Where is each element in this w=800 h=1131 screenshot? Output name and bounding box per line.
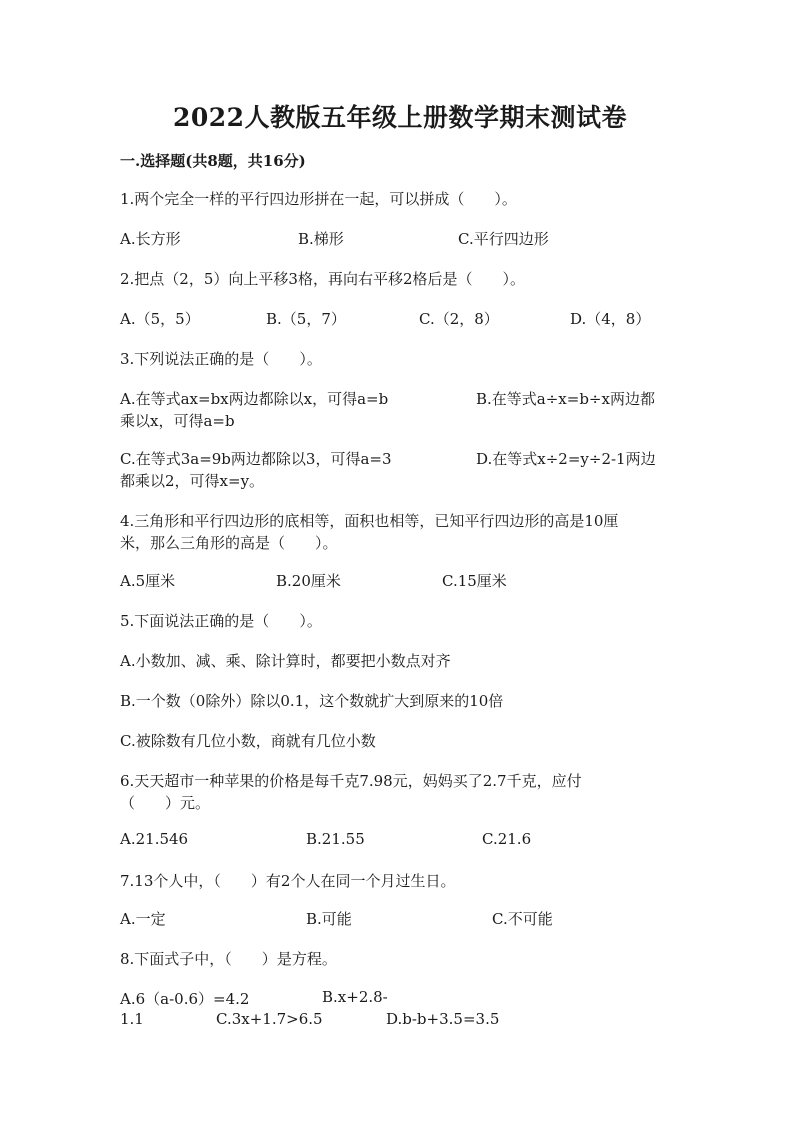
question-6-stem-cont: （ ）元。 (120, 794, 211, 812)
question-8-stem: 8.下面式子中，（ ）是方程。 (120, 950, 337, 968)
question-1-option-c: C.平行四边形 (458, 230, 549, 248)
question-8-option-c: C.3x+1.7>6.5 (216, 1010, 323, 1028)
question-3-option-c: C.在等式3a=9b两边都除以3，可得a=3 (120, 450, 392, 468)
question-3-stem: 3.下列说法正确的是（ ）。 (120, 350, 322, 368)
question-3-option-b-cont: 乘以x，可得a=b (120, 412, 235, 430)
question-8-option-b: B.x+2.8- (322, 988, 388, 1006)
page-title: 2022人教版五年级上册数学期末测试卷 (172, 103, 628, 132)
question-2-stem: 2.把点（2，5）向上平移3格，再向右平移2格后是（ ）。 (120, 270, 525, 288)
question-7-option-c: C.不可能 (492, 910, 553, 928)
question-8-option-b-cont: 1.1 (120, 1010, 144, 1028)
question-1-option-b: B.梯形 (298, 230, 344, 248)
question-5-option-c: C.被除数有几位小数，商就有几位小数 (120, 732, 376, 750)
question-8-option-d: D.b-b+3.5=3.5 (386, 1010, 500, 1028)
question-6-option-b: B.21.55 (306, 830, 365, 848)
question-4-option-b: B.20厘米 (276, 572, 341, 590)
question-1-option-a: A.长方形 (120, 230, 181, 248)
question-4-option-a: A.5厘米 (120, 572, 176, 590)
question-2-option-c: C.（2，8） (419, 310, 499, 328)
section-heading: 一.选择题(共8题，共16分) (120, 152, 306, 170)
question-1-stem: 1.两个完全一样的平行四边形拼在一起，可以拼成（ ）。 (120, 190, 517, 208)
question-7-option-b: B.可能 (306, 910, 352, 928)
question-6-option-c: C.21.6 (482, 830, 532, 848)
question-3-option-b: B.在等式a÷x=b÷x两边都 (476, 390, 655, 408)
question-4-option-c: C.15厘米 (442, 572, 507, 590)
question-7-stem: 7.13个人中，（ ）有2个人在同一个月过生日。 (120, 872, 456, 890)
question-2-option-a: A.（5，5） (120, 310, 200, 328)
question-4-stem-cont: 米，那么三角形的高是（ ）。 (120, 534, 338, 552)
question-5-stem: 5.下面说法正确的是（ ）。 (120, 612, 322, 630)
question-3-option-d: D.在等式x÷2=y÷2-1两边 (476, 450, 656, 468)
question-6-option-a: A.21.546 (120, 830, 189, 848)
question-5-option-b: B.一个数（0除外）除以0.1，这个数就扩大到原来的10倍 (120, 692, 504, 710)
question-2-option-b: B.（5，7） (266, 310, 346, 328)
question-8-option-a: A.6（a-0.6）=4.2 (120, 990, 250, 1008)
question-5-option-a: A.小数加、减、乘、除计算时，都要把小数点对齐 (120, 652, 451, 670)
question-3-option-a: A.在等式ax=bx两边都除以x，可得a=b (120, 390, 389, 408)
question-4-stem: 4.三角形和平行四边形的底相等，面积也相等，已知平行四边形的高是10厘 (120, 512, 619, 530)
question-3-option-d-cont: 都乘以2，可得x=y。 (120, 472, 265, 490)
question-7-option-a: A.一定 (120, 910, 166, 928)
question-6-stem: 6.天天超市一种苹果的价格是每千克7.98元，妈妈买了2.7千克，应付 (120, 772, 582, 790)
question-2-option-d: D.（4，8） (570, 310, 651, 328)
